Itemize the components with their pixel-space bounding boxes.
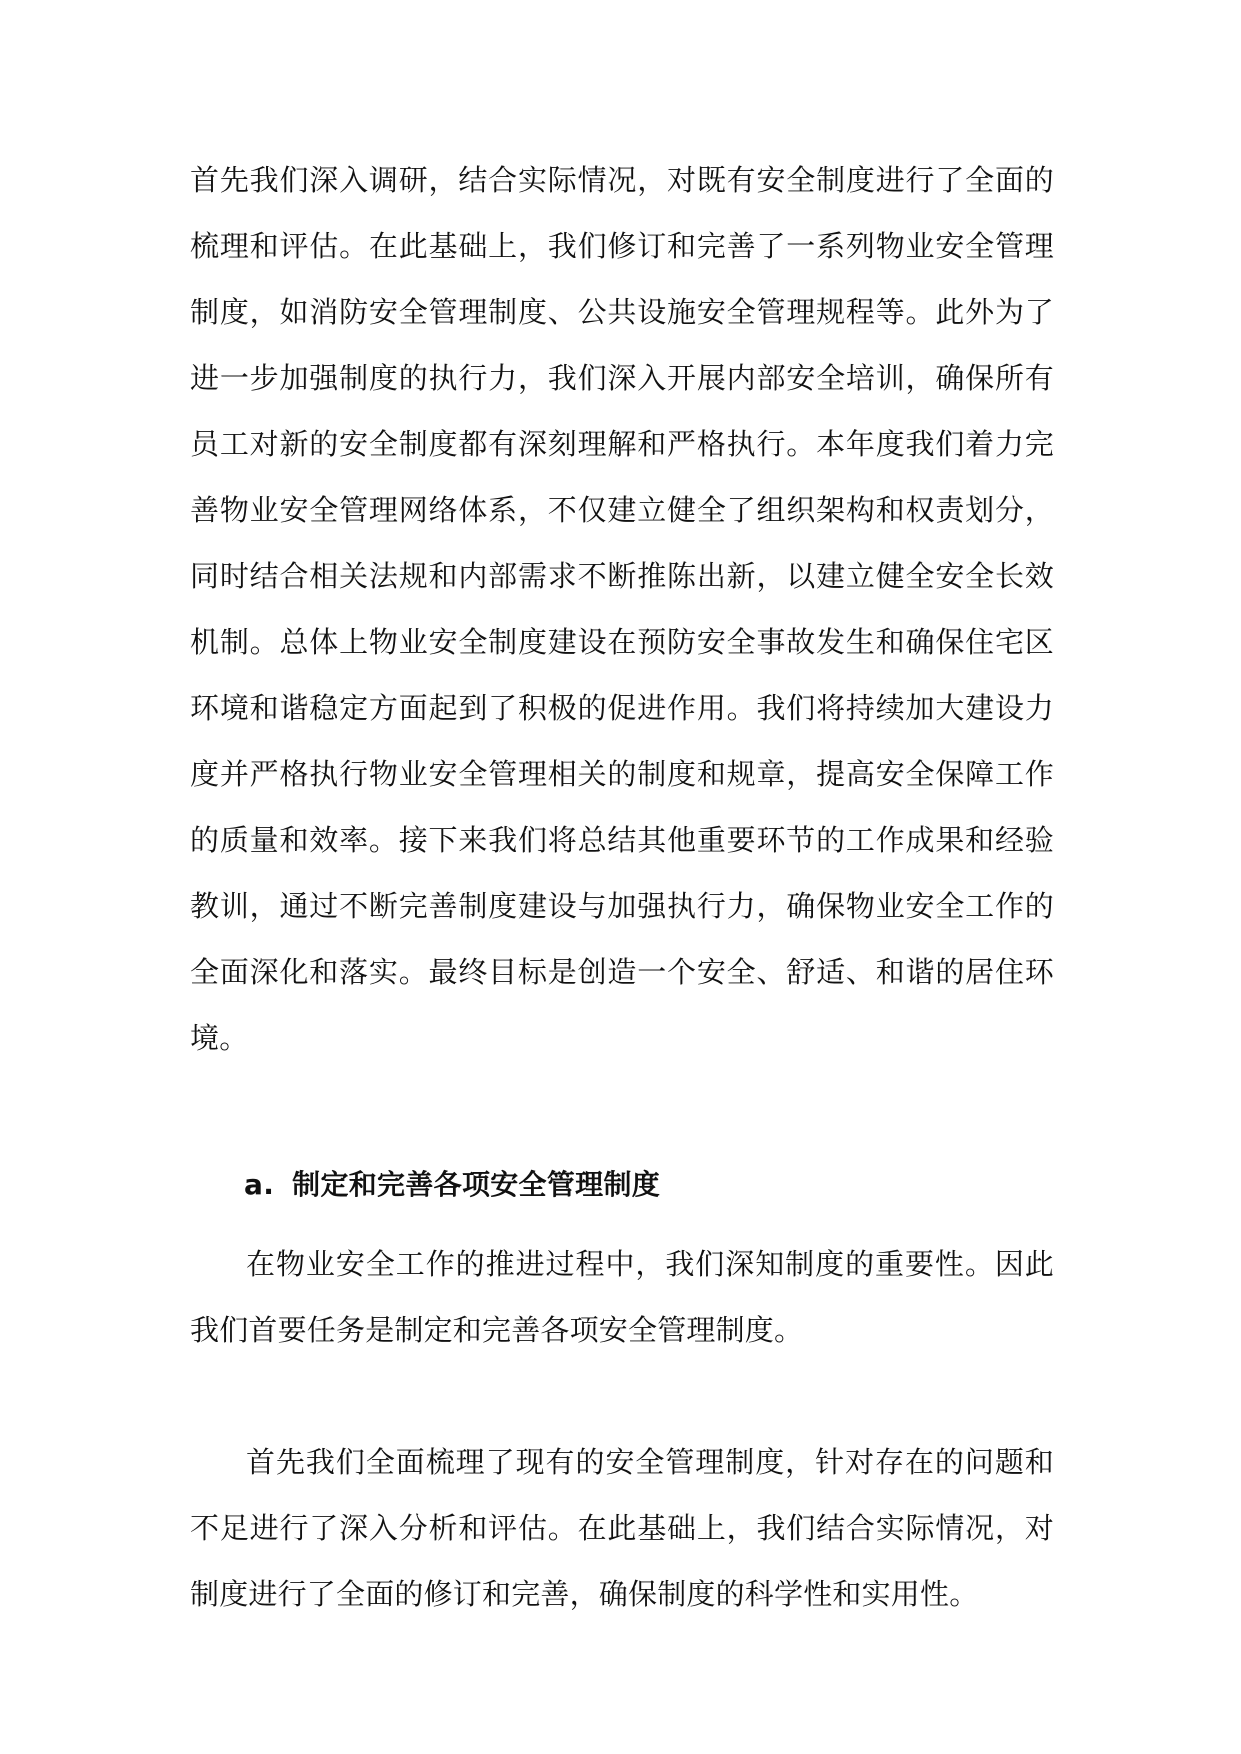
section-heading — [244, 1161, 660, 1209]
body-paragraph: 首先我们全面梳理了现有的安全管理制度，针对存在的问题和不足进行了深入分析和评估。在此基础上，我们结合实际情况，对制度进行了全面的修订和完善，确保制度的科学性和实用性。 — [190, 1445, 1054, 1611]
intro-paragraph: 首先我们深入调研，结合实际情况，对既有安全制度进行了全面的梳理和评估。在此基础上，我们修订和完善了一系列物业安全管理制度，如消防安全管理制度、公共设施安全管理规程等。此外为了进一步加强制度的执行力，我们深入开展内部安全培训，确保所有员工对新的安全制度都有深刻理解和严格执行。本年度我们着力完善物业安全管理网络体系，不仅建立健全了组织架构和权责划分，同时结合相关法规和内部需求不断推陈出新，以建立健全安全长效机制。总体上物业安全制度建设在预防安全事故发生和确保住宅区环境和谐稳定方面起到了积极的促进作用。我们将持续加大建设力度并严格执行物业安全管理相关的制度和规章，提高安全保障工作的质量和效率。接下来我们将总结其他重要环节的工作成果和经验教训，通过不断完善制度建设与加强执行力，确保物业安全工作的全面深化和落实。最终目标是创造一个安全、舒适、和谐的居住环境。 — [190, 163, 1054, 1055]
body-paragraph: 在物业安全工作的推进过程中，我们深知制度的重要性。因此我们首要任务是制定和完善各项安全管理制度。 — [190, 1247, 1054, 1347]
section-marker: a. — [244, 1168, 275, 1201]
section-title: 制定和完善各项安全管理制度 — [292, 1168, 661, 1201]
